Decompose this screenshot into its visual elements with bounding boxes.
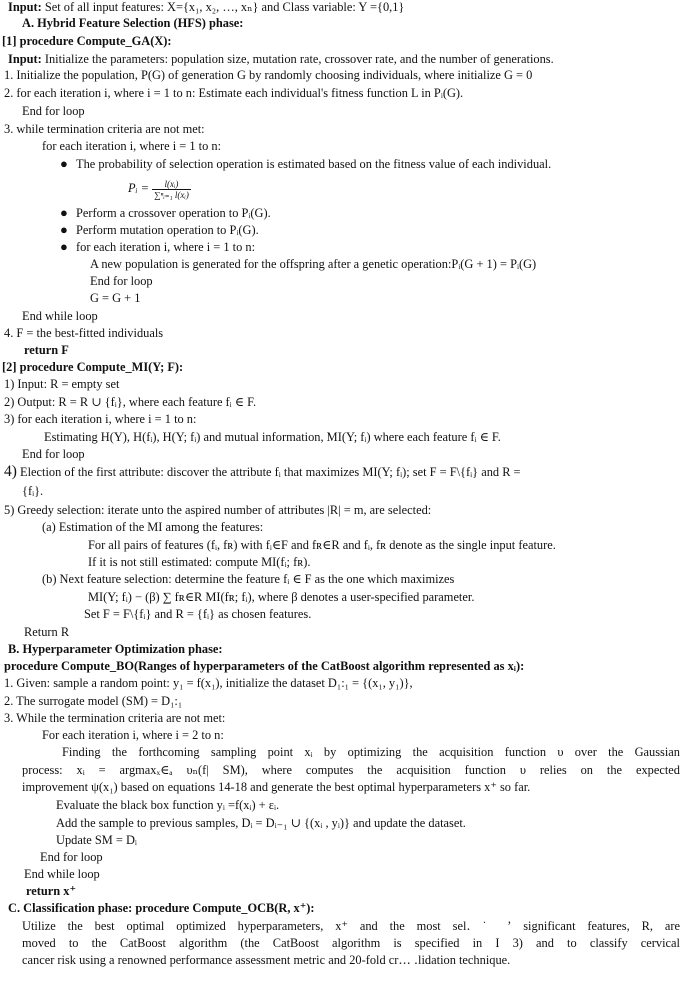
mi-step-5a: (a) Estimation of the MI among the features:: [42, 520, 264, 534]
ga-bullet-for-text: for each iteration i, where i = 1 to n:: [76, 240, 256, 254]
mi-step-4-continuation: {fᵢ}.: [22, 484, 44, 498]
formula-fraction: [152, 179, 191, 200]
bo-step-3-process: process: xᵢ = argmaxₓ∈ₐ υₙ(f| SM), where computes the acquisition function υ relies on the expected: [22, 763, 680, 777]
bullet-icon: ●: [60, 156, 68, 171]
bullet-icon: ●: [60, 222, 68, 237]
bo-step-3-add-sample: Add the sample to previous samples, Dᵢ = Dᵢ₋₁ ∪ {(xᵢ , yᵢ)} and update the dataset.: [56, 816, 466, 830]
bo-step-3: 3. While the termination criteria are not met:: [4, 711, 226, 725]
procedure-bo-header: [4, 659, 524, 674]
bo-step-3-improvement: improvement ψ(x₁) based on equations 14-18 and generate the best optimal hyperparameters x⁺ so far.: [22, 780, 531, 794]
mi-step-5b-set: Set F = F\{fᵢ} and R = {fᵢ} as chosen features.: [84, 607, 312, 621]
section-c-title: C. Classification phase: procedure Compute_OCB(R, x⁺):: [8, 901, 315, 915]
classification-line-2: moved to the CatBoost algorithm (the CatBoost algorithm is specified in I 3) and to classify cervical: [22, 936, 680, 950]
mi-step-5a-compute: If it is not still estimated: compute MI(fᵢ; fʀ).: [88, 555, 311, 569]
bullet-icon: ●: [60, 239, 68, 254]
mi-step-5a-pairs: For all pairs of features (fᵢ, fʀ) with fᵢ∈F and fʀ∈R and fᵢ, fʀ denote as the single input feature.: [88, 538, 556, 552]
ga-step-1: 1. Initialize the population, P(G) of generation G by randomly choosing individuals, where initialize G = 0: [4, 68, 533, 82]
mi-step-2: 2) Output: R = R ∪ {fᵢ}, where each feature fᵢ ∈ F.: [4, 395, 257, 409]
ga-step-4: 4. F = the best-fitted individuals: [4, 326, 164, 340]
bullet-icon: ●: [60, 205, 68, 220]
bo-step-3-evaluate: Evaluate the black box function yᵢ =f(xᵢ) + εᵢ.: [56, 798, 280, 812]
ga-bullet-mutation-text: Perform mutation operation to Pᵢ(G).: [76, 223, 259, 237]
procedure-bo-name: procedure Compute_BO(Ranges of hyperparameters of the CatBoost algorithm represented as xᵢ):: [4, 659, 525, 673]
ga-end-while: End while loop: [22, 309, 98, 323]
mi-step-3-estimate: Estimating H(Y), H(fᵢ), H(Y; fᵢ) and mutual information, MI(Y; fᵢ) where each feature fᵢ ∈ F.: [44, 430, 501, 444]
bo-step-3-end-for: End for loop: [40, 850, 103, 864]
procedure-mi-name: procedure Compute_MI(Y; F):: [19, 360, 184, 374]
procedure-ga-header: [2, 34, 172, 49]
procedure-mi-number: [2]: [2, 360, 17, 374]
bo-step-3-for: For each iteration i, where i = 2 to n:: [42, 728, 224, 742]
mi-step-4-number: 4): [4, 463, 17, 480]
section-b-title: B. Hyperparameter Optimization phase:: [8, 642, 223, 656]
ga-bullet-probability-text: The probability of selection operation is estimated based on the fitness value of each individual.: [76, 157, 552, 171]
formula-lhs: Pᵢ =: [128, 181, 149, 195]
mi-step-3-end: End for loop: [22, 447, 85, 461]
bo-end-while: End while loop: [24, 867, 100, 881]
procedure-mi-header: [2, 360, 183, 375]
classification-line-1: Utilize the best optimal optimized hyperparameters, x⁺ and the most sel․ ˙ ʼ significant features, R, are: [22, 919, 680, 933]
ga-generation-increment: G = G + 1: [90, 291, 141, 305]
ga-inner-end-for: End for loop: [90, 274, 153, 288]
ga-new-population: A new population is generated for the offspring after a genetic operation:Pᵢ(G + 1) = Pᵢ(G): [90, 257, 537, 271]
bo-return: return x⁺: [26, 884, 77, 898]
formula-denominator: ∑ⁿᵢ₌₁ l(xᵢ): [154, 189, 189, 200]
formula-numerator: l(xᵢ): [152, 179, 191, 190]
bo-step-1: 1. Given: sample a random point: y₁ = f(x₁), initialize the dataset D₁:₁ = {(x₁, y₁)},: [4, 676, 413, 690]
ga-input-line: [8, 52, 554, 67]
ga-bullet-crossover: [60, 205, 271, 221]
section-a-title: A. Hybrid Feature Selection (HFS) phase:: [22, 16, 244, 30]
ga-bullet-crossover-text: Perform a crossover operation to Pᵢ(G).: [76, 206, 271, 220]
procedure-ga-number: [1]: [2, 34, 17, 48]
classification-line-3: cancer risk using a renowned performance assessment metric and 20-fold cr․․․ ․lidation technique.: [22, 953, 511, 967]
mi-return: Return R: [24, 625, 70, 639]
ga-return: return F: [24, 343, 69, 357]
ga-bullet-for: [60, 239, 255, 255]
mi-step-4-text: Election of the first attribute: discover the attribute fᵢ that maximizes MI(Y; fᵢ); set F = F\{fᵢ} and R =: [20, 465, 521, 479]
mi-step-3: 3) for each iteration i, where i = 1 to n:: [4, 412, 197, 426]
mi-step-4: [4, 464, 521, 480]
mi-step-1: 1) Input: R = empty set: [4, 377, 120, 391]
mi-step-5: 5) Greedy selection: iterate unto the aspired number of attributes |R| = m, are selected:: [4, 503, 432, 517]
ga-input-text: Initialize the parameters: population size, mutation rate, crossover rate, and the number of generations.: [44, 52, 554, 66]
input-label: Input:: [8, 0, 42, 14]
ga-bullet-mutation: [60, 222, 259, 238]
procedure-ga-name: procedure Compute_GA(X):: [19, 34, 172, 48]
ga-step-3-for: for each iteration i, where i = 1 to n:: [42, 139, 222, 153]
bo-step-3-update: Update SM = Dᵢ: [56, 833, 137, 847]
ga-input-label: Input:: [8, 52, 42, 66]
bo-step-2: 2. The surrogate model (SM) = D₁:₁: [4, 694, 183, 708]
input-line: [8, 0, 404, 15]
input-text: Set of all input features: X={x₁, x₂, …, xₙ} and Class variable: Y ={0,1}: [44, 0, 405, 14]
ga-step-2: 2. for each iteration i, where i = 1 to n: Estimate each individual's fitness function L in Pᵢ(G).: [4, 86, 464, 100]
mi-step-5b-criterion: MI(Y; fᵢ) − (β) ∑ fʀ∈R MI(fʀ; fᵢ), where β denotes a user-specified parameter.: [88, 590, 475, 604]
bo-step-3-finding: Finding the forthcoming sampling point xᵢ by optimizing the acquisition function υ over the Gaussian: [62, 745, 680, 759]
ga-bullet-probability: [60, 156, 551, 172]
selection-probability-formula: [128, 174, 191, 202]
mi-step-5b: (b) Next feature selection: determine the feature fᵢ ∈ F as the one which maximizes: [42, 572, 455, 586]
ga-step-2-end: End for loop: [22, 104, 85, 118]
ga-step-3: 3. while termination criteria are not met:: [4, 122, 205, 136]
